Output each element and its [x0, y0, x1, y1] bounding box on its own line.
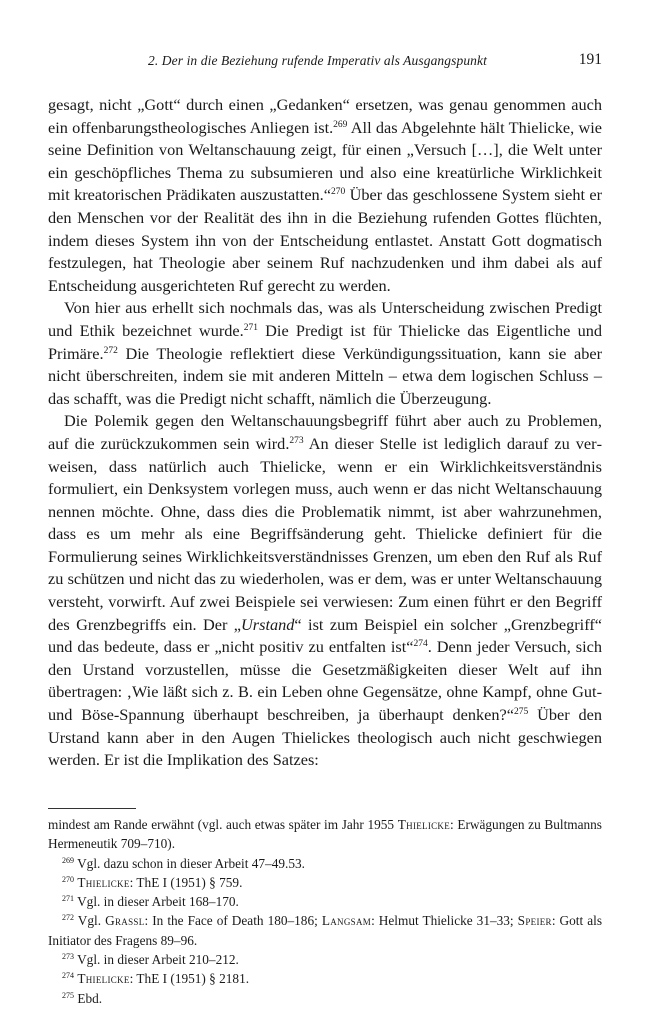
footnote-ref-274[interactable]: 274	[413, 639, 428, 650]
italic-term: Urstand	[241, 614, 295, 634]
paragraph-1: gesagt, nicht „Gott“ durch einen „Gedanken“ ersetzen, was genau genommen auch ein offenbarungstheologisches Anliegen ist.$^{269}$ All das Abgelehnte hält Thielicke, wie seine Definition von Weltanschauung zeigt, für einen „Versuch […], die Welt unter ein geschöpfliches Thema zu subsumieren und also eine kreatürliche Wirklichkeit mit kreatorischen Prädikaten auszustatten.“$^{270}$ Über das geschlossene System sieht er den Menschen vor der Realität des ihn in die Beziehung rufenden Gottes flüchten, indem dieses System ihn von der Entscheidung entlastet. Anstatt Gott dogmatisch festzulegen, hat Theologie aber seinem Ruf nachzudenken und ihm dabei als auf Entscheidung ausgerichteten Ruf gerecht zu werden.	[48, 95, 602, 295]
footnote-divider	[48, 808, 136, 809]
footnote-ref-270[interactable]: 270	[330, 187, 346, 198]
footnote-270: $^{270}$ Thielicke: ThE I (1951) § 759.	[62, 874, 243, 890]
footnote-ref-269[interactable]: 269	[333, 119, 348, 130]
footnote-269: $^{269}$ Vgl. dazu schon in dieser Arbeit 47–49.53.	[62, 855, 305, 871]
footnote-271: $^{271}$ Vgl. in dieser Arbeit 168–170.	[62, 894, 239, 910]
paragraph-2: Von hier aus erhellt sich nochmals das, was als Unterscheidung zwischen Predigt und Ethik bezeichnet wurde.$^{271}$ Die Predigt ist für Thielicke das Eigentliche und Primäre.$^{272}$ Die Theologie reflektiert diese Verkündigungssituation, kann sie aber nicht überschreiten, indem sie mit anderen Mitteln – etwa dem logischen Schluss – das schafft, was die Predigt nicht schafft, nämlich die Überzeugung.	[48, 298, 603, 408]
page-header	[48, 50, 602, 74]
running-head: 2. Der in die Beziehung rufende Imperativ als Ausgangspunkt	[148, 53, 487, 68]
paragraph-3: Die Polemik gegen den Weltanschauungsbegriff führt aber auch zu Problemen, auf die zurückzukommen sein wird.$^{273}$ An dieser Stelle ist lediglich darauf zu verweisen, dass natürlich auch Thielicke, wenn er ein Wirklichkeitsverständnis formuliert, ein Denksystem vorlegen muss, auch wenn er das nicht Weltanschauung nennen möchte. Ohne, dass dies die Problematik nimmt, ist aber wahrzunehmen, dass es um mehr als eine Begriffsänderung geht. Thielicke definiert für die Formulierung seines Wirklichkeitsverständnisses Grenzen, um eben den Ruf als Ruf zu schützen und nicht das zu wiederholen, was er dem, was er unter Weltanschauung versteht, vorwirft. Auf zwei Beispiele sei verwiesen: Zum einen führt er den Begriff des Grenzbegriffs ein. Der „Urstand“ ist zum Beispiel ein solcher „Grenzbegriff“ und das bedeute, dass er „nicht positiv zu entfalten ist“$^{274}$. Denn jeder Versuch, sich den Urstand vorzustellen, müsse die Gesetzmäßigkeiten dieser Welt auf ihn übertragen: ‚Wie läßt sich z. B. ein Leben ohne Gegensätze, ohne Kampf, ohne Gut- und Böse-Spannung überhaupt beschreiben, ja überhaupt denken?“$^{275}$ Über den Urstand kann aber in den Augen Thielickes theologisch auch nicht geschwiegen werden. Er ist die Implikation des Satzes:	[48, 411, 602, 770]
footnote-ref-275[interactable]: 275	[513, 707, 529, 718]
footnote-ref-273[interactable]: 273	[289, 435, 304, 446]
footnotes	[48, 815, 602, 1008]
footnote-ref-272[interactable]: 272	[103, 345, 118, 356]
footnote-ref-271[interactable]: 271	[243, 322, 258, 333]
footnote-continuation: mindest am Rande erwähnt (vgl. auch etwas später im Jahr 1955 Thielicke: Erwägungen zu Bultmanns Hermeneutik 709–710).	[48, 817, 602, 852]
footnote-273: $^{273}$ Vgl. in dieser Arbeit 210–212.	[62, 952, 239, 968]
footnote-272: $^{272}$ Vgl. Grassl: In the Face of Death 180–186; Langsam: Helmut Thielicke 31–33; Speier: Gott als Initiator des Fragens 89–96.	[48, 913, 602, 948]
page-number: 191	[578, 51, 602, 68]
footnote-275: $^{275}$ Ebd.	[62, 990, 103, 1006]
main-text	[48, 94, 602, 772]
footnote-274: $^{274}$ Thielicke: ThE I (1951) § 2181.	[62, 971, 250, 987]
